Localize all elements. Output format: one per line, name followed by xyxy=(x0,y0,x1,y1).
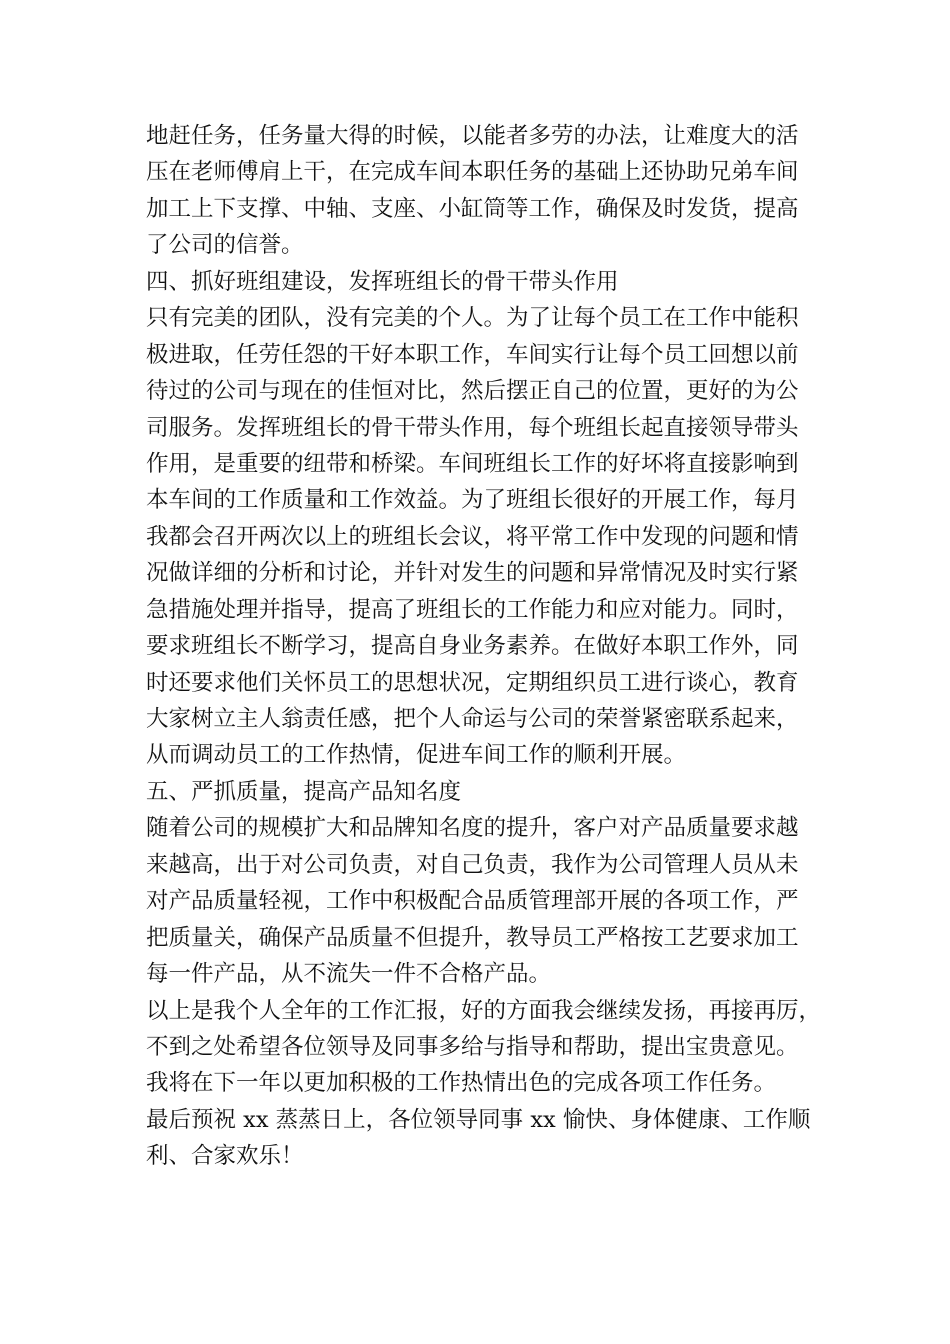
text-line: 我将在下一年以更加积极的工作热情出色的完成各项工作任务。 xyxy=(146,1070,777,1097)
text-line: 作用，是重要的纽带和桥梁。车间班组长工作的好坏将直接影响到 xyxy=(146,450,799,477)
text-line: 本车间的工作质量和工作效益。为了班组长很好的开展工作，每月 xyxy=(146,487,799,514)
text-line: 来越高，出于对公司负责，对自己负责，我作为公司管理人员从未 xyxy=(146,851,799,878)
text-line: 司服务。发挥班组长的骨干带头作用，每个班组长起直接领导带头 xyxy=(146,414,799,441)
text-line: 每一件产品，从不流失一件不合格产品。 xyxy=(146,961,552,988)
text-line: 地赶任务，任务量大得的时候，以能者多劳的办法，让难度大的活 xyxy=(146,123,799,149)
text-line: 况做详细的分析和讨论，并针对发生的问题和异常情况及时实行紧 xyxy=(146,560,799,587)
text-line: 把质量关，确保产品质量不但提升，教导员工严格按工艺要求加工 xyxy=(146,924,799,951)
text-line: 利、合家欢乐！ xyxy=(146,1143,304,1170)
text-line: 压在老师傅肩上干，在完成车间本职任务的基础上还协助兄弟车间 xyxy=(146,159,799,186)
text-line: 加工上下支撑、中轴、支座、小缸筒等工作，确保及时发货，提高 xyxy=(146,195,799,222)
text-line: 待过的公司与现在的佳恒对比，然后摆正自己的位置，更好的为公 xyxy=(146,378,799,405)
text-line: 了公司的信誉。 xyxy=(146,232,304,259)
text-line: 以上是我个人全年的工作汇报，好的方面我会继续发扬，再接再厉， xyxy=(146,997,822,1024)
text-line: 急措施处理并指导，提高了班组长的工作能力和应对能力。同时， xyxy=(146,596,799,623)
section-heading-4: 四、抓好班组建设，发挥班组长的骨干带头作用 xyxy=(146,268,619,295)
text-line: 随着公司的规模扩大和品牌知名度的提升，客户对产品质量要求越 xyxy=(146,815,799,842)
text-line: 极进取，任劳任怨的干好本职工作，车间实行让每个员工回想以前 xyxy=(146,341,799,368)
text-line: 对产品质量轻视，工作中积极配合品质管理部开展的各项工作，严 xyxy=(146,888,799,915)
text-line: 我都会召开两次以上的班组长会议，将平常工作中发现的问题和情 xyxy=(146,523,799,550)
text-line: 大家树立主人翁责任感，把个人命运与公司的荣誉紧密联系起来， xyxy=(146,706,799,732)
text-line: 不到之处希望各位领导及同事多给与指导和帮助，提出宝贵意见。 xyxy=(146,1033,799,1060)
text-line: 要求班组长不断学习，提高自身业务素养。在做好本职工作外，同 xyxy=(146,633,799,660)
text-line: 最后预祝 xx 蒸蒸日上，各位领导同事 xx 愉快、身体健康、工作顺 xyxy=(146,1106,811,1133)
section-heading-5: 五、严抓质量，提高产品知名度 xyxy=(146,778,462,805)
text-line: 时还要求他们关怀员工的思想状况，定期组织员工进行谈心，教育 xyxy=(146,669,799,696)
document-body xyxy=(146,118,822,1175)
text-line: 只有完美的团队，没有完美的个人。为了让每个员工在工作中能积 xyxy=(146,305,799,332)
text-line: 从而调动员工的工作热情，促进车间工作的顺利开展。 xyxy=(146,742,687,769)
